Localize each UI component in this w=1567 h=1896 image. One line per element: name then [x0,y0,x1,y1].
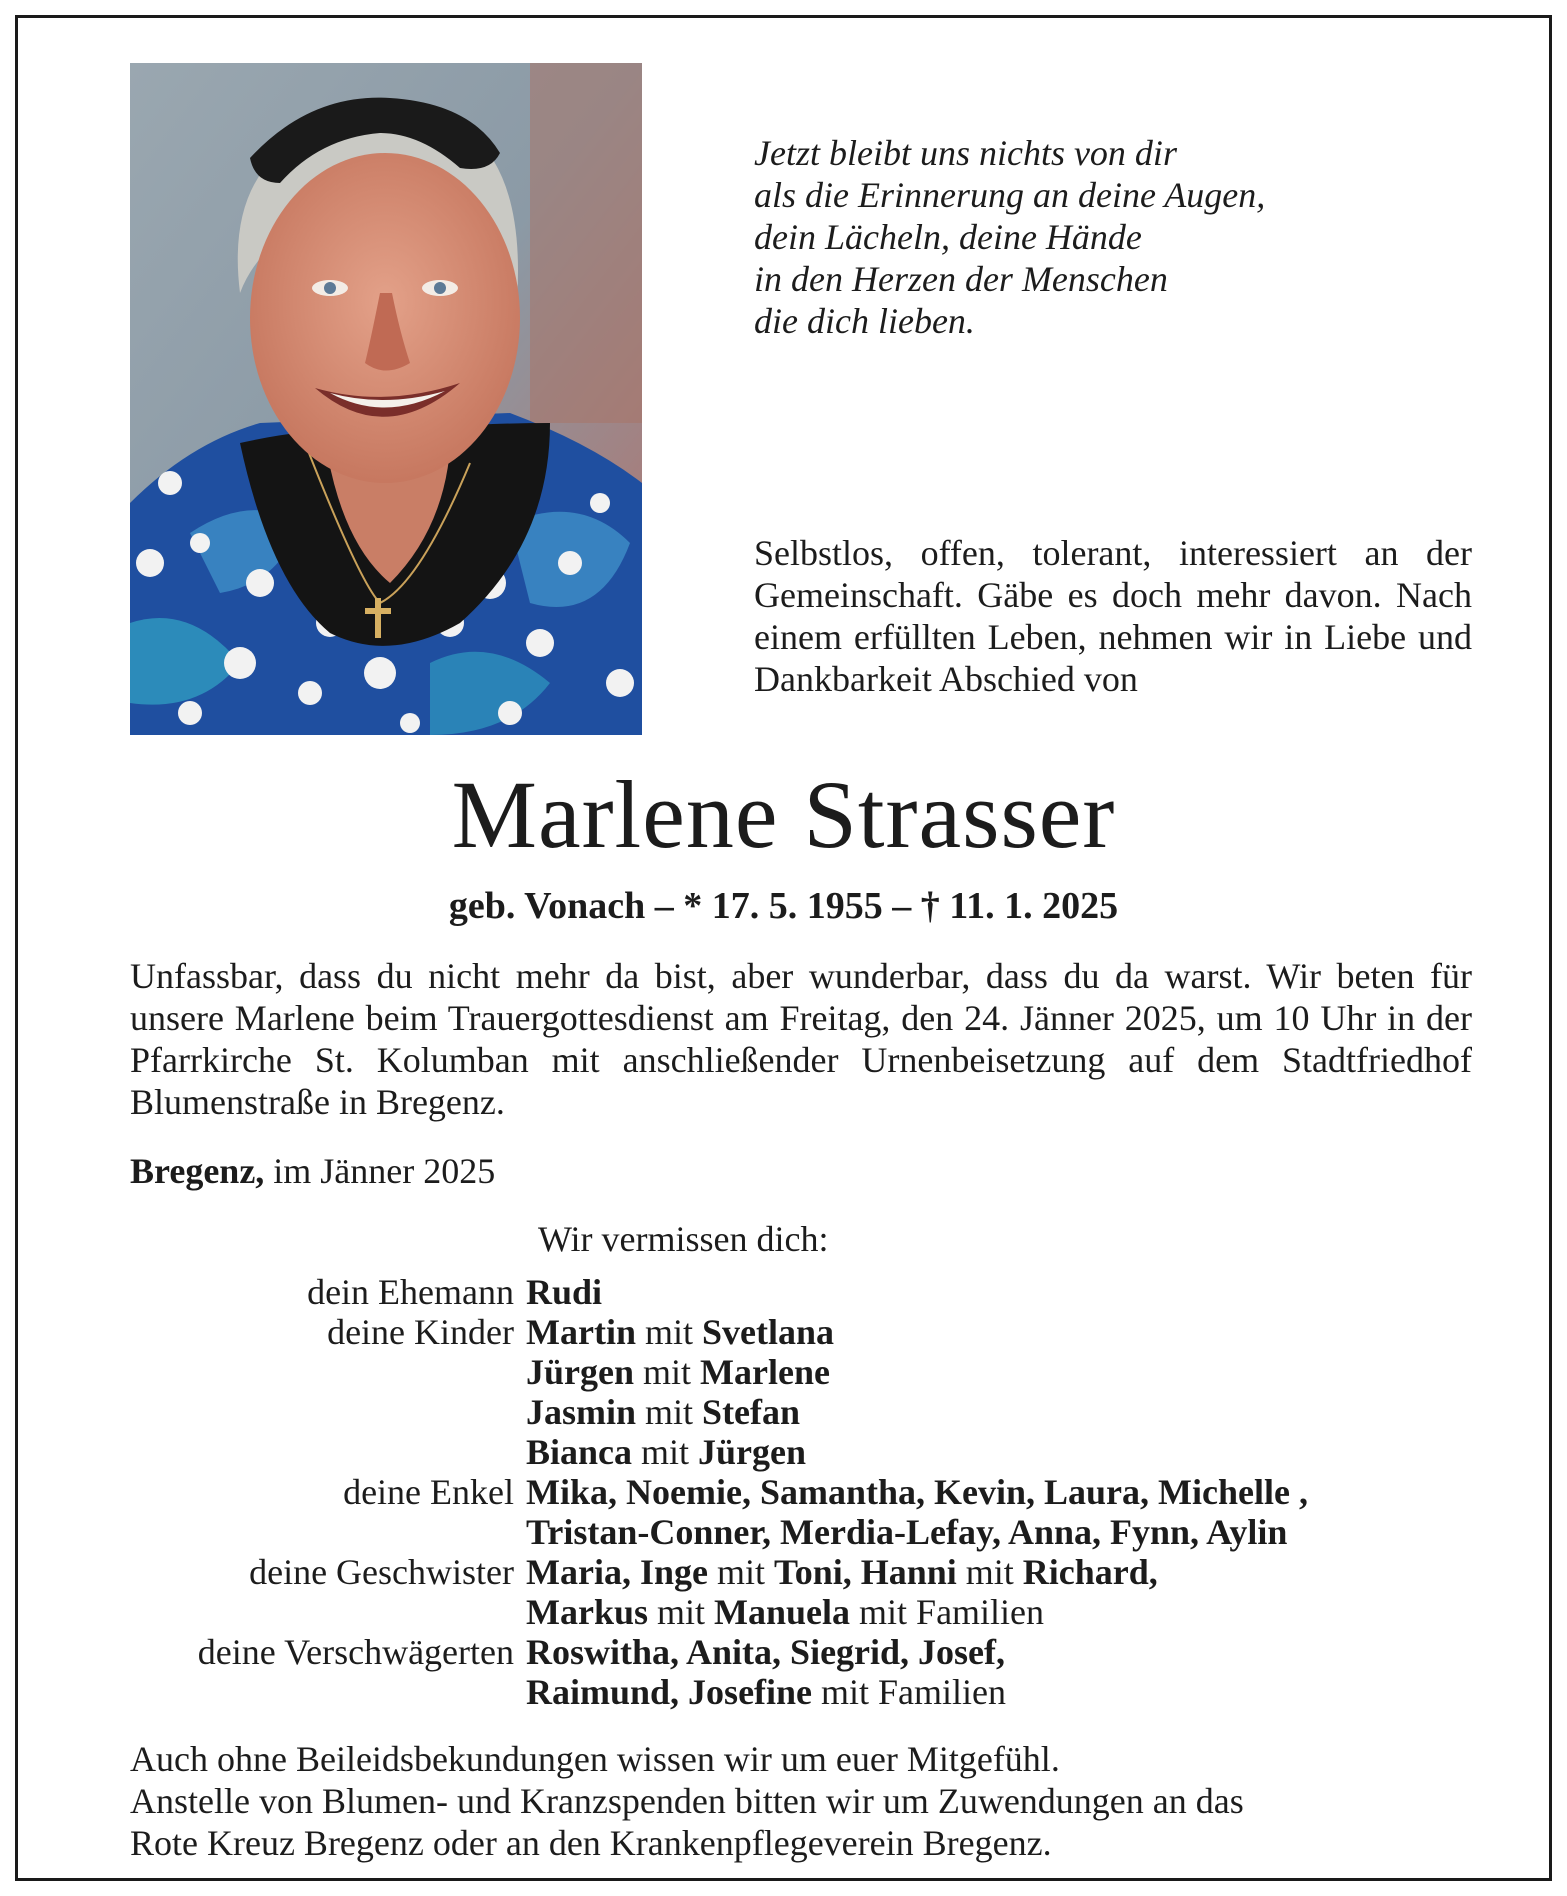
poem-line: als die Erinnerung an deine Augen, [754,175,1266,215]
mourner-line [526,1432,834,1472]
mourner-names [526,1272,602,1312]
mourner-group [130,1472,1530,1552]
mourner-name: Martin [526,1312,636,1352]
mourner-group [130,1272,1530,1312]
connector-text: mit [632,1432,699,1472]
mourners-heading: Wir vermissen dich: [538,1219,829,1259]
mourner-name: Marlene [700,1352,830,1392]
closing-line: Anstelle von Blumen- und Kranzspenden bitten wir um Zuwendungen an das [130,1781,1244,1821]
mourner-name: Manuela [714,1592,851,1632]
mourner-names [526,1472,1308,1552]
connector-text: mit [634,1352,701,1392]
mourner-name: Markus [526,1592,649,1632]
mourner-line [526,1392,834,1432]
mourner-line [526,1672,1006,1712]
mourner-name: Jasmin [526,1392,637,1432]
mourner-line [526,1512,1308,1552]
poem-line: die dich lieben. [754,301,975,341]
connector-text: mit Familien [850,1592,1045,1632]
mourner-group [130,1632,1530,1712]
mourner-line [526,1632,1006,1672]
closing-text [130,1738,1472,1864]
portrait-image [130,63,642,735]
mourner-line [526,1272,602,1312]
mourner-name: Tristan-Conner, Merdia-Lefay, Anna, Fynn, Aylin [526,1512,1288,1552]
mourner-line [526,1472,1308,1512]
connector-text: mit [636,1392,703,1432]
poem-line: in den Herzen der Menschen [754,259,1168,299]
mourner-name: Jürgen [526,1352,634,1392]
date-text: im Jänner 2025 [264,1151,496,1191]
mourner-names [526,1552,1158,1632]
poem-line: dein Lächeln, deine Hände [754,217,1142,257]
relation-label: deine Verschwägerten [197,1632,514,1672]
relation-label: dein Ehemann [307,1272,514,1312]
connector-text: mit [648,1592,715,1632]
poem-line: Jetzt bleibt uns nichts von dir [754,133,1177,173]
connector-text: mit [707,1552,774,1592]
mourner-group [130,1312,1530,1472]
mourner-name: Toni, Hanni [773,1552,957,1592]
mourner-group [130,1552,1530,1632]
connector-text: mit [956,1552,1023,1592]
closing-line: Rote Kreuz Bregenz oder an den Krankenpflegeverein Bregenz. [130,1823,1052,1863]
place-date [130,1150,495,1192]
relation-label: deine Kinder [327,1312,514,1352]
mourner-name: Jürgen [698,1432,807,1472]
mourner-name: Bianca [526,1432,633,1472]
poem [754,132,1265,342]
mourner-names [526,1312,834,1472]
mourner-name: Rudi [526,1272,603,1312]
mourner-name: Maria, Inge [526,1552,708,1592]
mourner-name: Richard, [1022,1552,1158,1592]
birth-death-dates: geb. Vonach – * 17. 5. 1955 – † 11. 1. 2025 [448,885,1119,927]
mourner-line [526,1552,1158,1592]
relation-label: deine Geschwister [249,1552,514,1592]
mourner-names [526,1632,1006,1712]
mourner-name: Mika, Noemie, Samantha, Kevin, Laura, Michelle , [526,1472,1308,1512]
mourner-line [526,1592,1158,1632]
mourner-line [526,1352,834,1392]
connector-text: mit Familien [812,1672,1007,1712]
mourner-name: Raimund, Josefine [526,1672,813,1712]
deceased-name: Marlene Strasser [451,761,1116,868]
connector-text: mit [635,1312,702,1352]
intro-text: Selbstlos, offen, tolerant, interessiert an der Gemeinschaft. Gäbe es doch mehr davon. Nach einem erfüllten Leben, nehmen wir in Liebe und Dankbarkeit Abschied von [754,533,1472,699]
closing-line: Auch ohne Beileidsbekundungen wissen wir um euer Mitgefühl. [130,1739,1060,1779]
funeral-announcement: Unfassbar, dass du nicht mehr da bist, aber wunderbar, dass du da warst. Wir beten für unsere Marlene beim Trauergottesdienst am Freitag, den 24. Jänner 2025, um 10 Uhr in der Pfarrkirche St. Kolumban mit anschließender Urnenbeisetzung auf dem Stadtfriedhof Blumenstraße in Bregenz. [130,956,1472,1122]
portrait-photo [130,63,642,735]
mourners-list [130,1272,1530,1712]
mourner-line [526,1312,834,1352]
mourner-name: Svetlana [701,1312,834,1352]
relation-label: deine Enkel [343,1472,514,1512]
place-name: Bregenz, [130,1151,265,1191]
mourner-name: Roswitha, Anita, Siegrid, Josef, [526,1632,1006,1672]
mourner-name: Stefan [702,1392,801,1432]
